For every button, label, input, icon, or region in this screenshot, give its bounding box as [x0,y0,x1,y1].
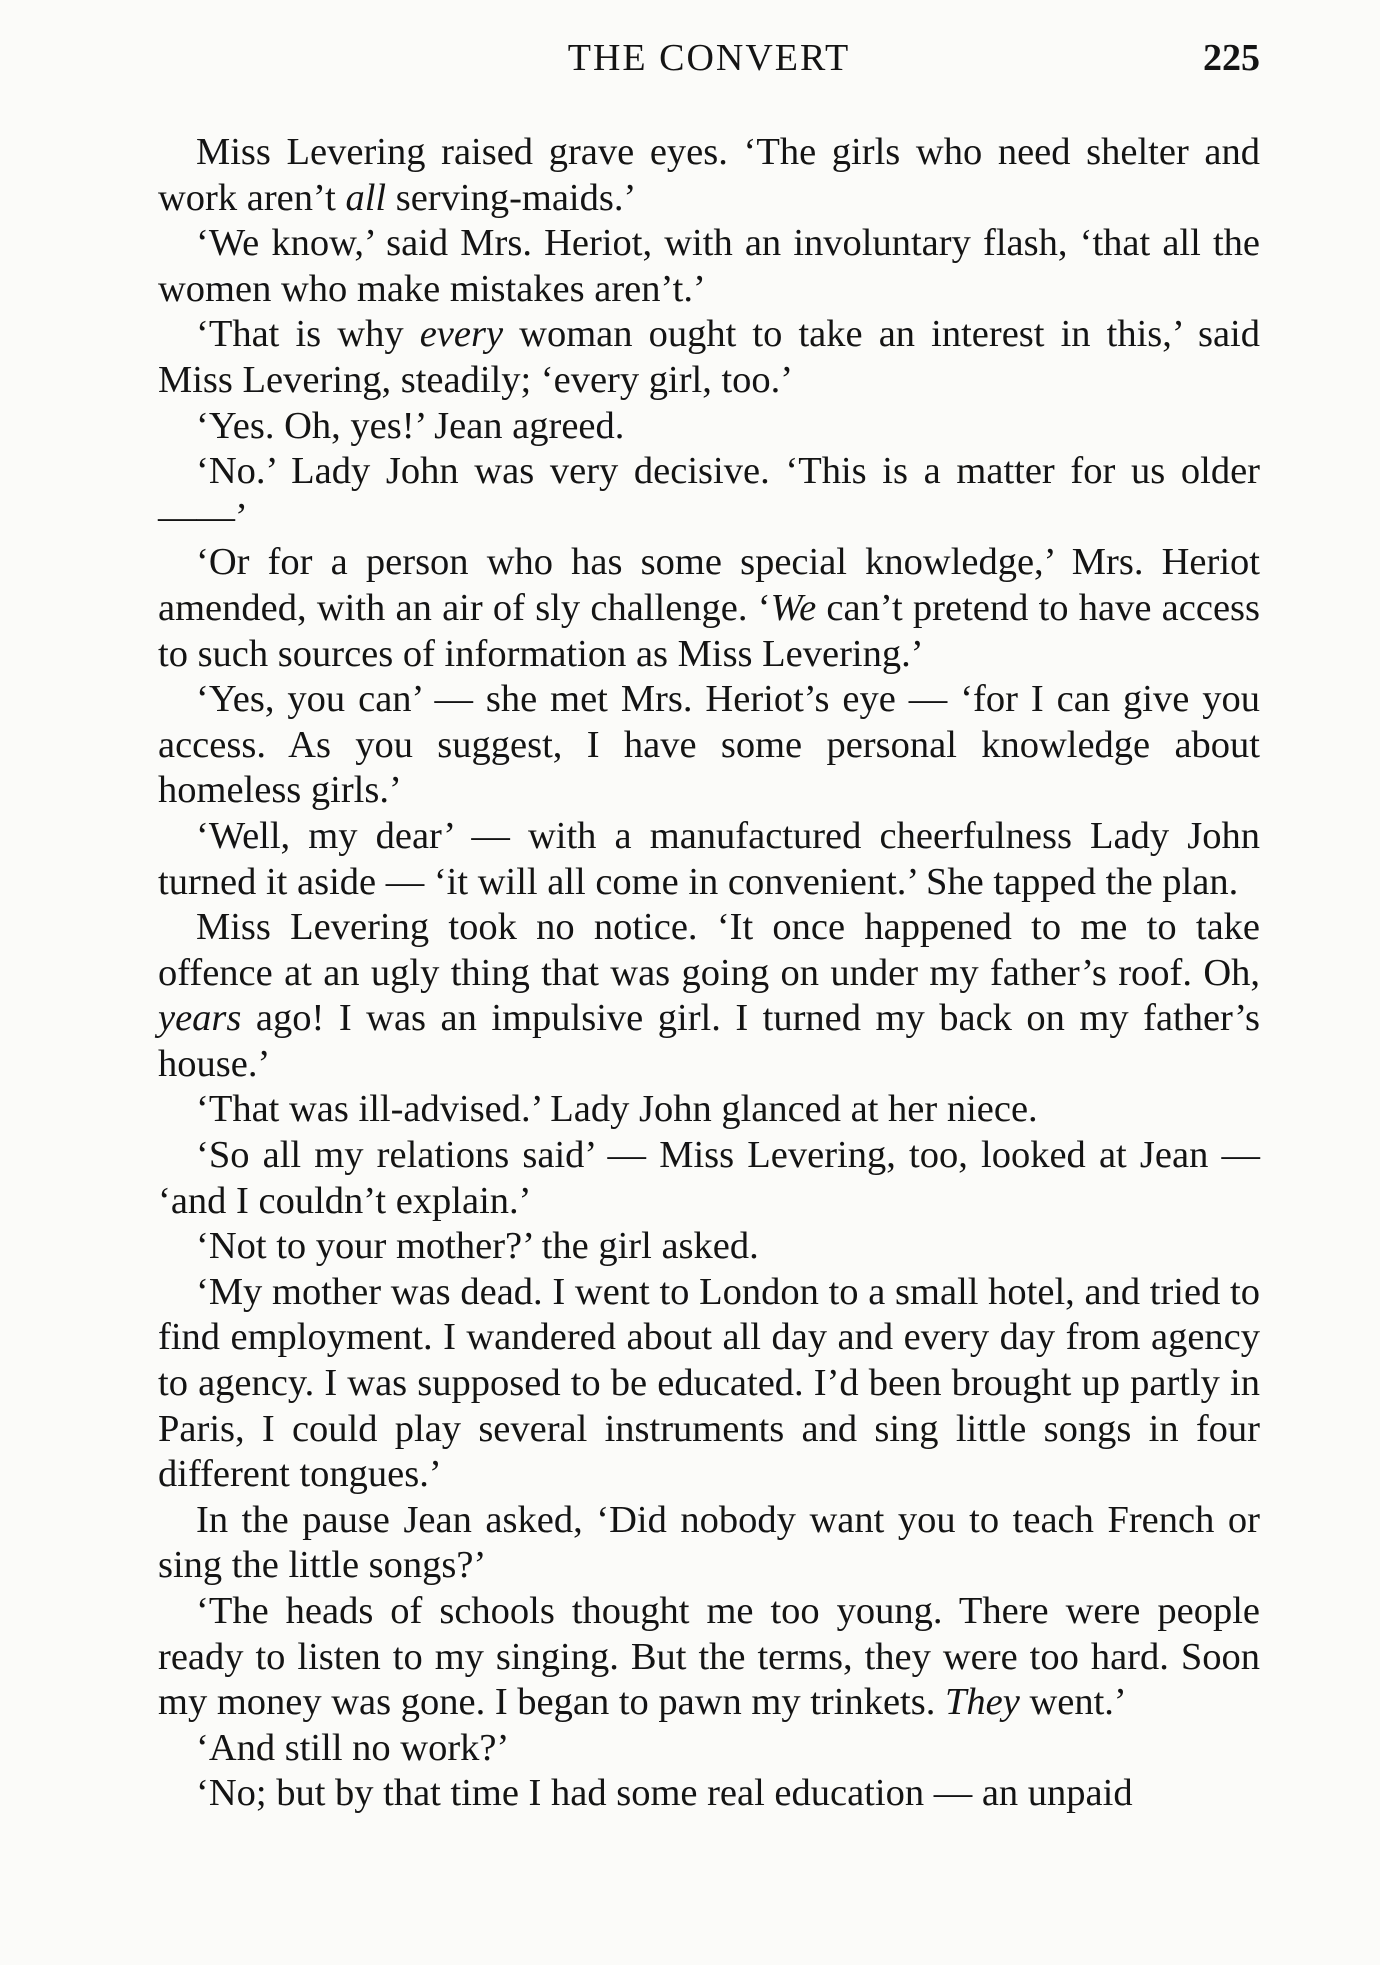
paragraph: ‘The heads of schools thought me too young. There were people ready to listen to my singing. But the terms, they were too hard. Soon my money was gone. I began to pawn my trinkets. They went.’ [158,1590,1260,1724]
paragraph: Miss Levering took no notice. ‘It once happened to me to take offence at an ugly thing that was going on under my father’s roof. Oh, years ago! I was an impulsive girl. I turned my back on my father’s house.’ [158,906,1260,1085]
paragraph: ‘And still no work?’ [196,1726,510,1769]
paragraph: ‘That is why every woman ought to take an interest in this,’ said Miss Levering, steadily; ‘every girl, too.’ [158,313,1260,401]
body-text [158,130,1260,1817]
running-head: THE CONVERT [567,37,851,79]
paragraph: ‘Not to your mother?’ the girl asked. [196,1225,759,1268]
paragraph: ‘So all my relations said’ — Miss Levering, too, looked at Jean — ‘and I couldn’t explain.’ [158,1134,1260,1222]
paragraph: ‘We know,’ said Mrs. Heriot, with an involuntary flash, ‘that all the women who make mistakes aren’t.’ [158,222,1260,310]
paragraph: ‘My mother was dead. I went to London to a small hotel, and tried to find employment. I wandered about all day and every day from agency to agency. I was supposed to be educated. I’d been brought up partly in Paris, I could play several instruments and sing little songs in four different tongues.’ [158,1270,1260,1496]
paragraph: In the pause Jean asked, ‘Did nobody want you to teach French or sing the little songs?’ [158,1498,1260,1587]
paragraph: ‘No.’ Lady John was very decisive. ‘This is a matter for us older ——’ [158,450,1260,538]
paragraph: ‘No; but by that time I had some real education — an unpaid [196,1772,1133,1815]
paragraph: ‘That was ill-advised.’ Lady John glanced at her niece. [196,1088,1038,1131]
paragraph: ‘Yes. Oh, yes!’ Jean agreed. [196,404,625,447]
paragraph: ‘Well, my dear’ — with a manufactured cheerfulness Lady John turned it aside — ‘it will all come in convenient.’ She tapped the plan. [158,814,1260,903]
paragraph: Miss Levering raised grave eyes. ‘The girls who need shelter and work aren’t all serving-maids.’ [158,131,1260,219]
paragraph: ‘Or for a person who has some special knowledge,’ Mrs. Heriot amended, with an air of sly challenge. ‘We can’t pretend to have access to such sources of information as Miss Levering.’ [158,541,1260,675]
page-number: 225 [1203,37,1260,79]
page-header [158,28,1260,88]
paragraph: ‘Yes, you can’ — she met Mrs. Heriot’s eye — ‘for I can give you access. As you suggest, I have some personal knowledge about homeless girls.’ [158,678,1260,812]
